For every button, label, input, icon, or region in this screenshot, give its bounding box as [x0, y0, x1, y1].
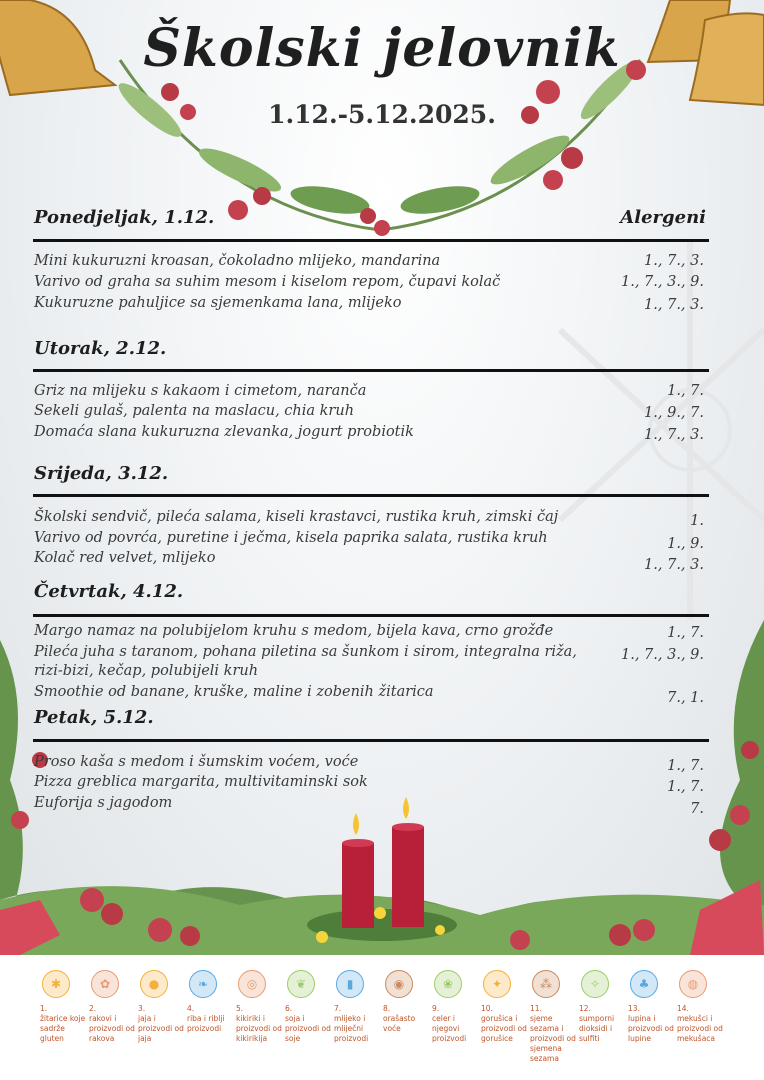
legend-label: soja i proizvodi od soje [285, 1014, 331, 1043]
divider [33, 369, 709, 372]
meal-allergens: 7., 1. [667, 690, 704, 706]
candle-icon [307, 797, 457, 943]
legend-item [530, 970, 578, 1064]
legend-number: 12. [579, 1004, 591, 1013]
divider [33, 739, 709, 742]
legend-item [187, 970, 235, 1034]
meal-item: Smoothie od banane, kruške, maline i zobenih žitarica [34, 684, 434, 700]
lupin-icon: ♣ [630, 970, 658, 998]
meal-allergens: 1., 7., 3. [644, 253, 704, 269]
page-title: Školski jelovnik [143, 18, 621, 79]
meal-allergens: 1., 7. [667, 758, 704, 774]
crab-icon: ✿ [91, 970, 119, 998]
fish-icon: ❧ [189, 970, 217, 998]
legend-item [383, 970, 431, 1034]
meal-item: Margo namaz na polubijelom kruhu s medom, bijela kava, crno grožđe [34, 623, 554, 639]
meal-allergens: 1., 9. [667, 536, 704, 552]
day-heading-monday: Ponedjeljak, 1.12. [34, 207, 215, 228]
mollusc-icon: ◍ [679, 970, 707, 998]
day-heading-wednesday: Srijeda, 3.12. [34, 463, 169, 484]
meal-allergens: 1., 9., 7. [644, 405, 704, 421]
legend-label: sumporni dioksidi i sulfiti [579, 1014, 615, 1043]
meal-item: Sekeli gulaš, palenta na maslacu, chia kruh [34, 403, 355, 419]
meal-item: Mini kukuruzni kroasan, čokoladno mlijeko, mandarina [34, 253, 441, 269]
legend-label: kikiriki i proizvodi od kikirikija [236, 1014, 282, 1043]
legend-item [285, 970, 333, 1044]
legend-label: lupina i proizvodi od lupine [628, 1014, 674, 1043]
meal-allergens: 1., 7., 3. [644, 427, 704, 443]
legend-label: riba i riblji proizvodi [187, 1014, 225, 1033]
divider [33, 494, 709, 497]
legend-item [138, 970, 186, 1044]
meal-allergens: 1., 7. [667, 625, 704, 641]
allergens-header: Alergeni [620, 207, 706, 228]
sulfite-icon: ✧ [581, 970, 609, 998]
day-heading-tuesday: Utorak, 2.12. [34, 338, 167, 359]
legend-number: 8. [383, 1004, 391, 1013]
legend-number: 4. [187, 1004, 195, 1013]
legend-label: rakovi i proizvodi od rakova [89, 1014, 135, 1043]
legend-label: celer i njegovi proizvodi [432, 1014, 467, 1043]
legend-label: sjeme sezama i proizvodi od sjemena sezama [530, 1014, 576, 1063]
sesame-icon: ⁂ [532, 970, 560, 998]
legend-item [89, 970, 137, 1044]
meal-item: Pizza greblica margarita, multivitaminski sok [34, 774, 368, 790]
meal-item: Kolač red velvet, mlijeko [34, 550, 216, 566]
day-heading-friday: Petak, 5.12. [34, 707, 154, 728]
egg-icon: ● [140, 970, 168, 998]
legend-number: 13. [628, 1004, 640, 1013]
legend-label: mekušci i proizvodi od mekušaca [677, 1014, 723, 1043]
legend-number: 6. [285, 1004, 293, 1013]
milk-icon: ▮ [336, 970, 364, 998]
legend-number: 1. [40, 1004, 48, 1013]
nut-icon: ◉ [385, 970, 413, 998]
meal-item: Kukuruzne pahuljice sa sjemenkama lana, mlijeko [34, 295, 402, 311]
meal-item: Pileća juha s taranom, pohana piletina sa šunkom i sirom, integralna riža, rizi-bizi, kečap, polubijeli kruh [34, 644, 577, 679]
meal-item: Varivo od povrća, puretine i ječma, kisela paprika salata, rustika kruh [34, 530, 548, 546]
allergen-legend [40, 970, 740, 1080]
meal-item: Euforija s jagodom [34, 795, 173, 811]
meal-item: Varivo od graha sa suhim mesom i kiselom repom, čupavi kolač [34, 274, 501, 290]
mustard-icon: ✦ [483, 970, 511, 998]
legend-item [677, 970, 725, 1044]
legend-item [236, 970, 284, 1044]
legend-number: 9. [432, 1004, 440, 1013]
legend-number: 5. [236, 1004, 244, 1013]
peanut-icon: ◎ [238, 970, 266, 998]
meal-item: Proso kaša s medom i šumskim voćem, voće [34, 754, 359, 770]
legend-item [579, 970, 627, 1044]
soy-icon: ❦ [287, 970, 315, 998]
date-range: 1.12.-5.12.2025. [268, 100, 496, 129]
day-heading-thursday: Četvrtak, 4.12. [34, 581, 184, 602]
legend-number: 10. [481, 1004, 493, 1013]
meal-allergens: 7. [690, 801, 704, 817]
legend-item [432, 970, 480, 1044]
legend-number: 7. [334, 1004, 342, 1013]
legend-number: 11. [530, 1004, 542, 1013]
legend-label: gorušica i proizvodi od gorušice [481, 1014, 527, 1043]
legend-item [334, 970, 382, 1044]
legend-item [40, 970, 88, 1044]
meal-allergens: 1., 7., 3. [644, 557, 704, 573]
legend-item [628, 970, 676, 1044]
divider [33, 614, 709, 617]
wheat-icon: ✱ [42, 970, 70, 998]
meal-allergens: 1., 7., 3., 9. [621, 647, 704, 663]
legend-label: orašasto voće [383, 1014, 416, 1033]
legend-label: žitarice koje sadrže gluten [40, 1014, 86, 1043]
meal-allergens: 1., 7., 3. [644, 297, 704, 313]
celery-icon: ❀ [434, 970, 462, 998]
legend-label: mlijeko i mliječni proizvodi [334, 1014, 369, 1043]
meal-item: Školski sendvič, pileća salama, kiseli krastavci, rustika kruh, zimski čaj [34, 509, 559, 525]
meal-allergens: 1., 7. [667, 383, 704, 399]
meal-item: Domaća slana kukuruzna zlevanka, jogurt probiotik [34, 424, 414, 440]
legend-label: jaja i proizvodi od jaja [138, 1014, 184, 1043]
legend-number: 3. [138, 1004, 146, 1013]
legend-number: 14. [677, 1004, 689, 1013]
divider [33, 239, 709, 242]
meal-allergens: 1. [690, 513, 704, 529]
meal-allergens: 1., 7., 3., 9. [621, 274, 704, 290]
legend-item [481, 970, 529, 1044]
meal-allergens: 1., 7. [667, 779, 704, 795]
meal-item: Griz na mlijeku s kakaom i cimetom, naranča [34, 383, 367, 399]
legend-number: 2. [89, 1004, 97, 1013]
